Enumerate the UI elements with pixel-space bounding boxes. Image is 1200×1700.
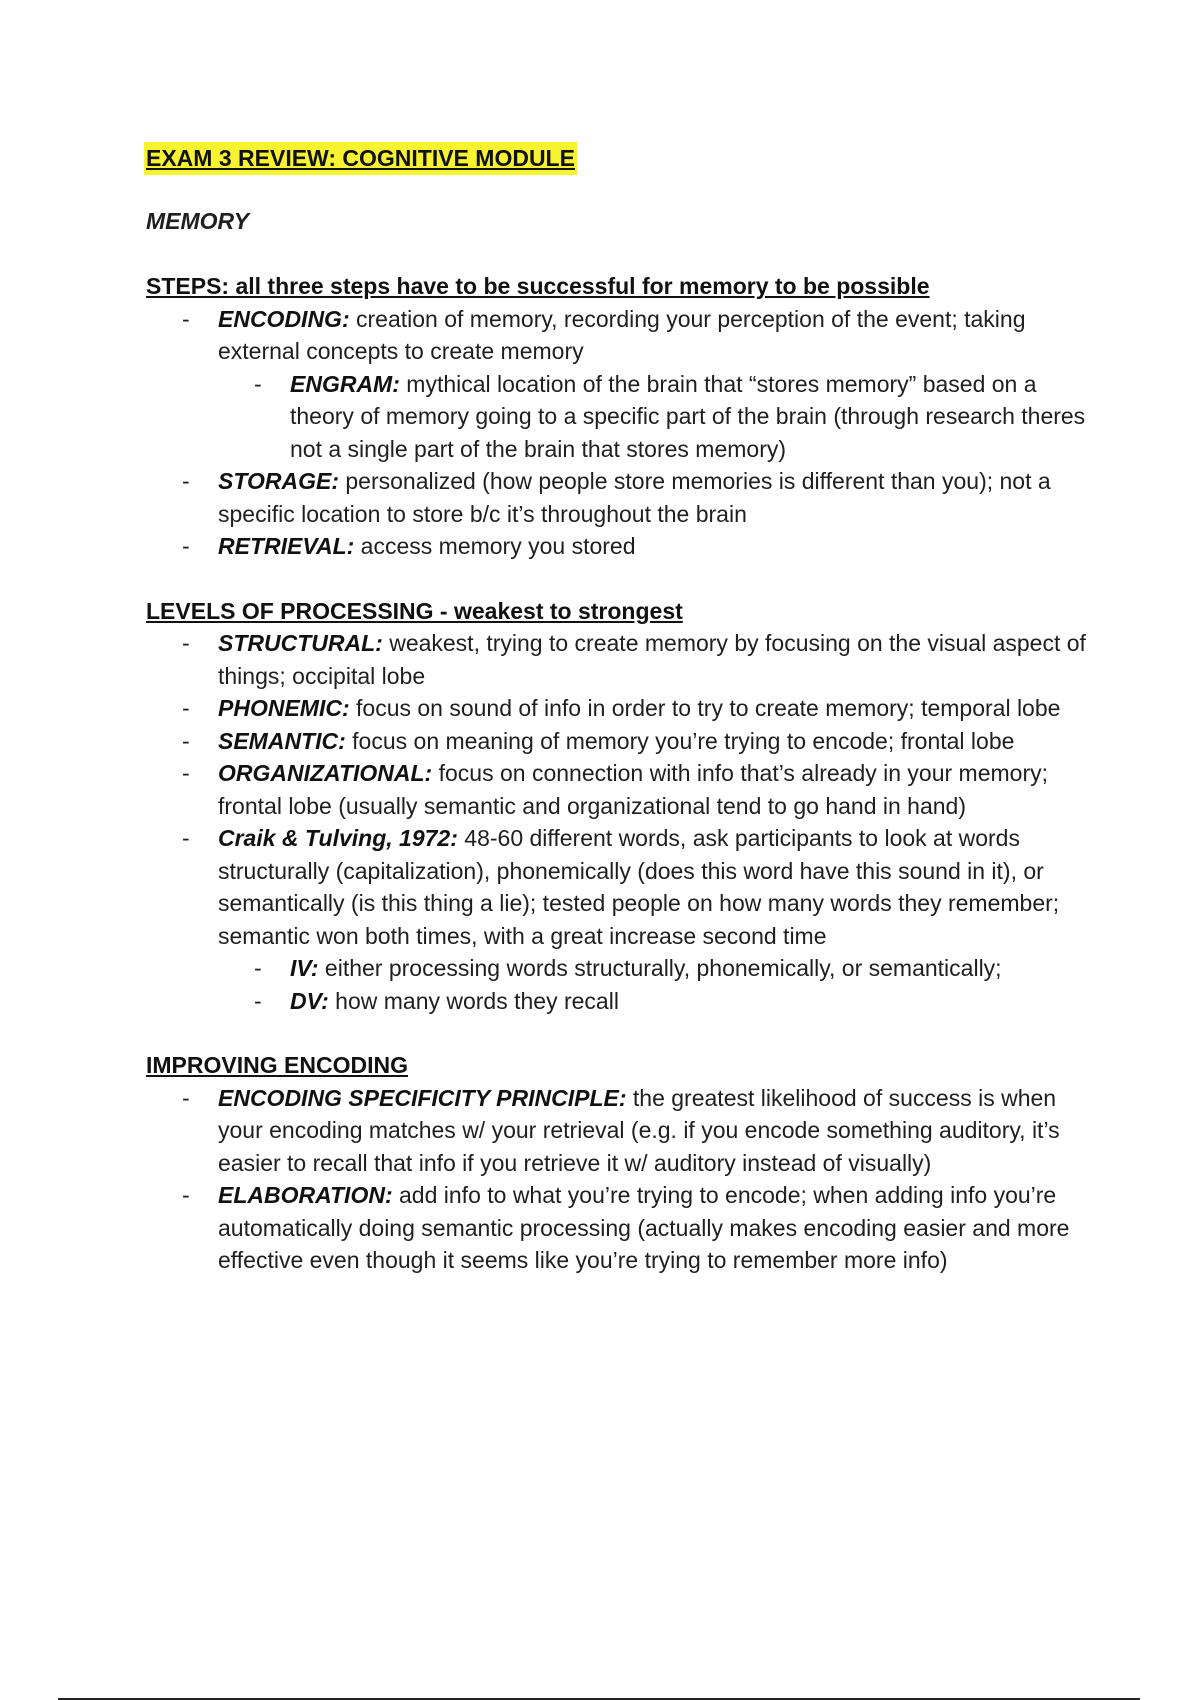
- list-item: [146, 465, 1106, 530]
- term-label: SEMANTIC:: [218, 727, 346, 754]
- term-label: DV:: [290, 987, 329, 1014]
- bullet-dash: -: [182, 727, 190, 754]
- bullet-dash: -: [182, 468, 190, 494]
- definition-text: focus on connection with info that’s already in your memory; frontal lobe (usually semantic and organizational tend to go hand in hand): [218, 760, 1048, 819]
- definition-text: the greatest likelihood of success is when your encoding matches w/ your retrieval (e.g. if you encode something auditory, it’s easier to recall that info if you retrieve it w/ auditory instead of visually): [218, 1084, 1060, 1176]
- term-label: ORGANIZATIONAL:: [218, 760, 433, 786]
- definition-text: 48-60 different words, ask participants to look at words structurally (capitalization), phonemically (does this word have this sound in it), or semantically (is this thing a lie); tested people on how many words they remember; semantic won both times, with a great increase second time: [218, 825, 1060, 949]
- bullet-dash: -: [254, 987, 262, 1014]
- bullet-dash: -: [182, 695, 190, 721]
- definition-text: access memory you stored: [354, 533, 636, 559]
- term-label: IV:: [290, 955, 319, 981]
- document-page: [146, 142, 1106, 1277]
- term-label: Craik & Tulving, 1972:: [218, 825, 458, 851]
- page-title: EXAM 3 REVIEW: COGNITIVE MODULE: [144, 142, 577, 175]
- term-label: ENCODING:: [218, 305, 350, 332]
- term-label: ELABORATION:: [218, 1182, 393, 1208]
- definition-text: add info to what you’re trying to encode; when adding info you’re automatically doing semantic processing (actually makes encoding easier and more effective even though it seems like you’re trying to remember more info): [218, 1182, 1070, 1273]
- bullet-dash: -: [254, 370, 262, 397]
- bullet-dash: -: [182, 825, 190, 851]
- definition-text: personalized (how people store memories is different than you); not a specific location to store b/c it’s throughout the brain: [218, 468, 1051, 527]
- list-item: [146, 1179, 1106, 1277]
- term-label: STRUCTURAL:: [218, 630, 383, 656]
- section-heading-improving-encoding: IMPROVING ENCODING: [146, 1052, 408, 1078]
- definition-text: focus on meaning of memory you’re trying to encode; frontal lobe: [345, 727, 1015, 754]
- section-heading-levels-of-processing: LEVELS OF PROCESSING - weakest to strongest: [146, 597, 683, 624]
- sub-list-item: [218, 368, 1106, 466]
- term-label: RETRIEVAL:: [218, 533, 355, 559]
- definition-text: focus on sound of info in order to try to create memory; temporal lobe: [349, 695, 1061, 721]
- list-item: [146, 303, 1106, 466]
- steps-list: [146, 303, 1106, 563]
- subject-heading: MEMORY: [146, 207, 250, 234]
- list-item: [146, 627, 1106, 692]
- bullet-dash: -: [182, 1182, 190, 1208]
- bullet-dash: -: [182, 533, 190, 559]
- term-label: ENGRAM:: [290, 370, 400, 397]
- improving-encoding-list: [146, 1082, 1106, 1277]
- sub-list-item: [218, 985, 1106, 1018]
- definition-text: weakest, trying to create memory by focusing on the visual aspect of things; occipital lobe: [218, 630, 1086, 689]
- section-heading-steps: STEPS: all three steps have to be successful for memory to be possible: [146, 273, 930, 299]
- sub-list-item: [218, 952, 1106, 985]
- definition-text: either processing words structurally, phonemically, or semantically;: [318, 955, 1002, 981]
- list-item: [146, 725, 1106, 758]
- list-item: [146, 757, 1106, 822]
- list-item: [146, 692, 1106, 725]
- definition-text: how many words they recall: [328, 987, 619, 1014]
- bullet-dash: -: [182, 305, 190, 332]
- list-item: [146, 530, 1106, 563]
- bullet-dash: -: [182, 760, 190, 786]
- sub-list: [218, 952, 1106, 1017]
- list-item: [146, 1082, 1106, 1180]
- term-label: PHONEMIC:: [218, 695, 350, 721]
- levels-list: [146, 627, 1106, 1017]
- term-label: STORAGE:: [218, 468, 339, 494]
- bullet-dash: -: [254, 955, 262, 981]
- list-item: [146, 822, 1106, 1017]
- term-label: ENCODING SPECIFICITY PRINCIPLE:: [218, 1084, 627, 1111]
- bullet-dash: -: [182, 630, 190, 656]
- bullet-dash: -: [182, 1084, 190, 1111]
- definition-text: creation of memory, recording your perception of the event; taking external concepts to create memory: [218, 305, 1026, 364]
- definition-text: mythical location of the brain that “stores memory” based on a theory of memory going to a specific part of the brain (through research theres not a single part of the brain that stores memory): [290, 370, 1086, 462]
- sub-list: [218, 368, 1106, 466]
